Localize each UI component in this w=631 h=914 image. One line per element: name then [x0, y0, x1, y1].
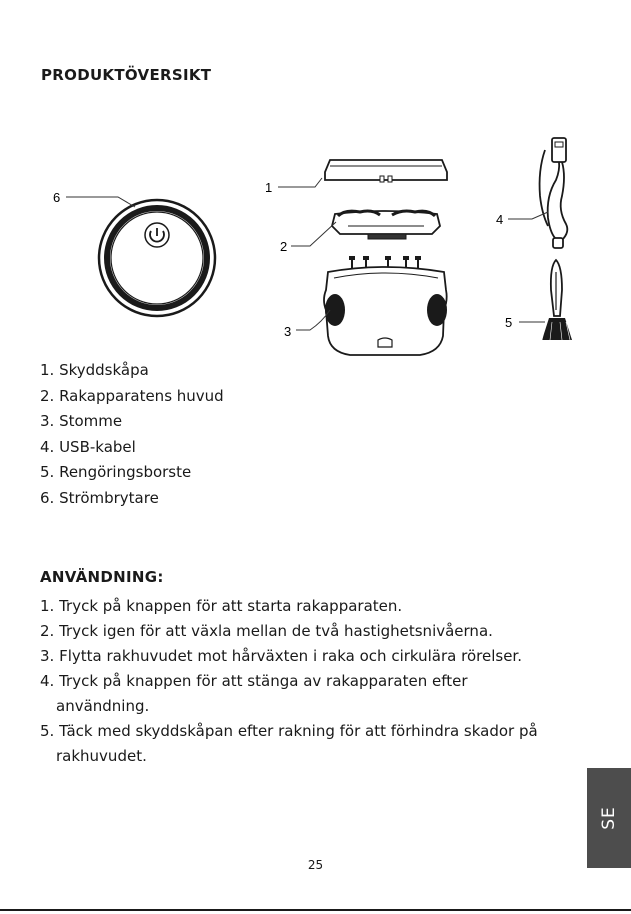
parts-list-item: 4. USB-kabel: [40, 437, 136, 456]
parts-list-item: 5. Rengöringsborste: [40, 463, 192, 481]
callout-2: 2: [280, 239, 288, 254]
language-tab-label: SE: [598, 806, 619, 830]
section-heading-usage: ANVÄNDNING:: [40, 568, 164, 586]
callout-6: 6: [53, 190, 61, 205]
page-number: 25: [307, 858, 324, 872]
section-heading-product-overview: PRODUKTÖVERSIKT: [41, 66, 212, 84]
cleaning-brush-illustration: [542, 260, 572, 340]
callout-3: 3: [284, 324, 292, 339]
shaver-body-illustration: [324, 256, 447, 355]
parts-list-item: 6. Strömbrytare: [40, 488, 159, 507]
parts-list-item: 2. Rakapparatens huvud: [40, 386, 224, 405]
callout-4: 4: [496, 212, 504, 227]
usb-cable-illustration: [540, 138, 568, 248]
callout-5: 5: [505, 315, 513, 330]
parts-list-item: 3. Stomme: [40, 412, 123, 430]
usage-steps-list: [40, 594, 560, 769]
usage-step: 2. Tryck igen för att växla mellan de två hastighetsnivåerna.: [40, 622, 493, 640]
callout-1: 1: [265, 180, 273, 195]
usage-step: 5. Täck med skyddskåpan efter rakning för att förhindra skador på rakhuvudet.: [40, 722, 538, 765]
usage-step: 3. Flytta rakhuvudet mot hårväxten i raka och cirkulära rörelser.: [40, 647, 522, 665]
protective-cap-illustration: [325, 160, 447, 182]
parts-list: [40, 358, 224, 511]
shaver-head-illustration: [332, 211, 440, 239]
product-diagram: [0, 130, 631, 360]
bottom-divider: [0, 909, 631, 911]
usage-step: 1. Tryck på knappen för att starta rakapparaten.: [40, 597, 403, 615]
language-tab: [587, 768, 631, 868]
power-button-illustration: [99, 200, 215, 316]
usage-step: 4. Tryck på knappen för att stänga av rakapparaten efter användning.: [40, 672, 468, 715]
parts-list-item: 1. Skyddskåpa: [40, 361, 149, 379]
